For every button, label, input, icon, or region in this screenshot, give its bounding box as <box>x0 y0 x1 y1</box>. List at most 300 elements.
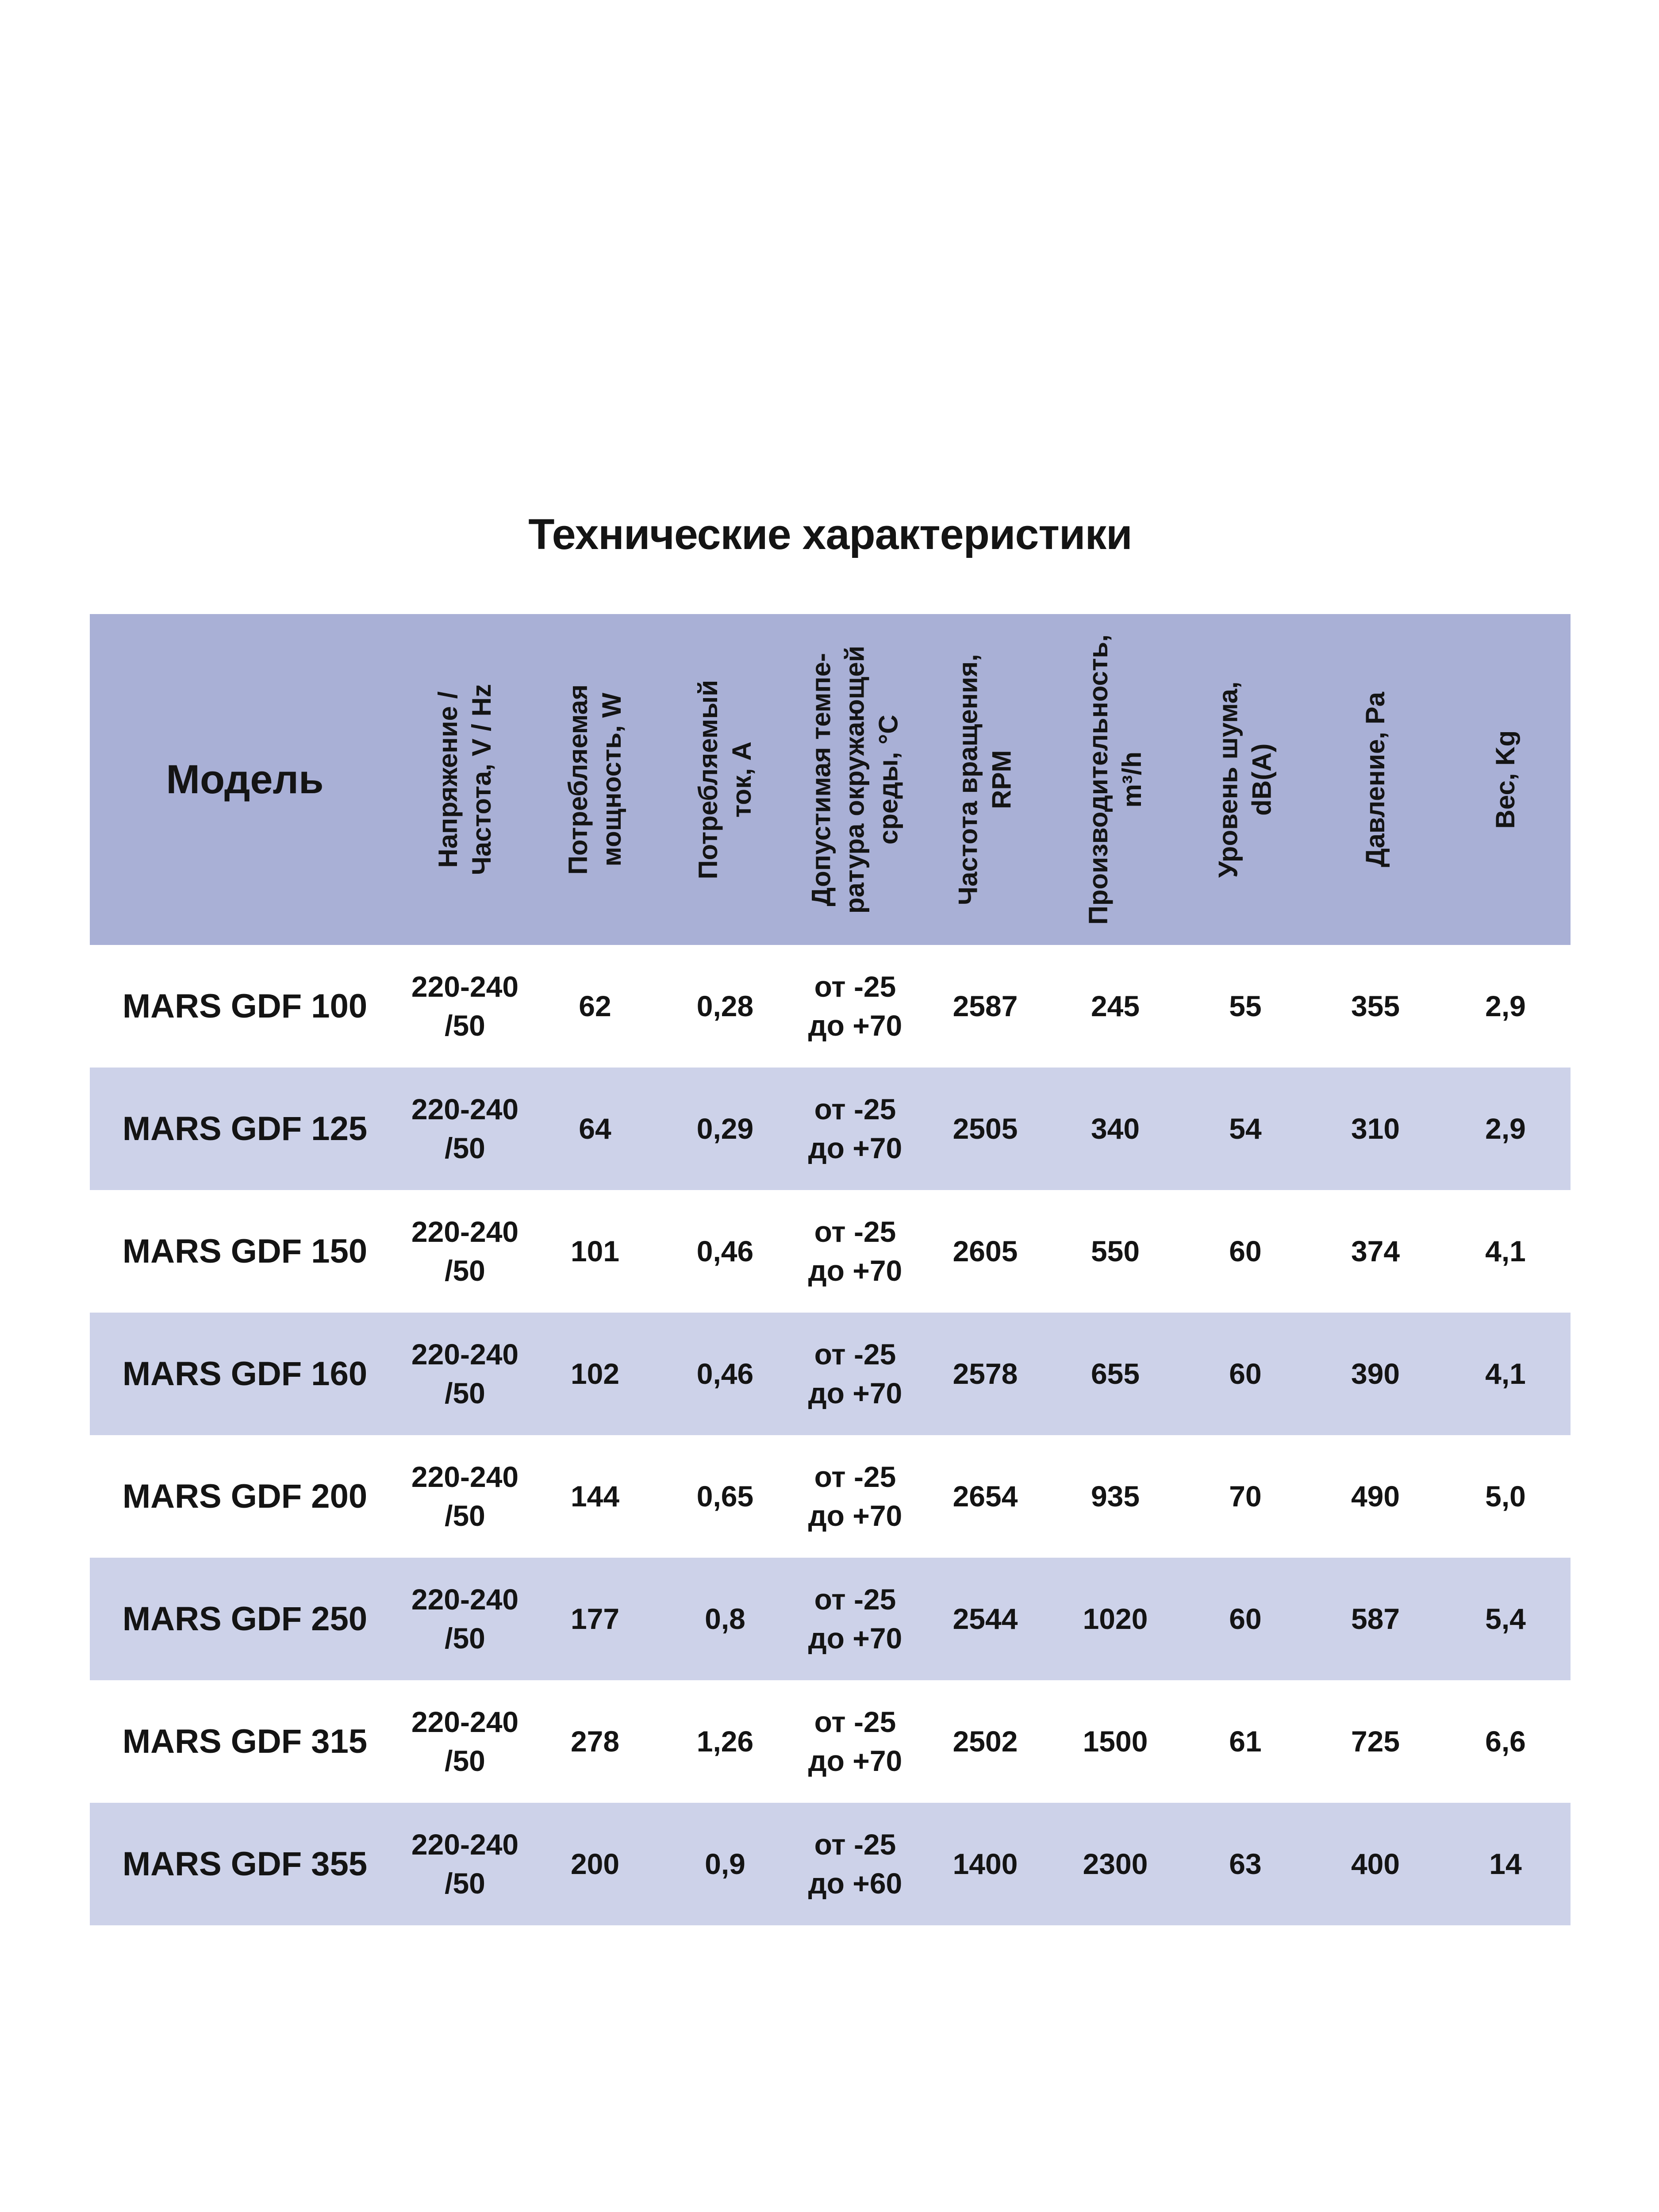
value: MARS GDF 315 <box>122 1722 368 1760</box>
value-line: 220-240 <box>411 1337 519 1371</box>
cell-value <box>953 1232 1018 1271</box>
value-line: /50 <box>445 1621 485 1655</box>
cell-value <box>571 1232 619 1271</box>
cell-performance <box>1050 1068 1180 1190</box>
value: 4,1 <box>1485 1357 1526 1390</box>
value-line: /50 <box>445 1376 485 1409</box>
cell-value <box>123 1474 367 1519</box>
value: 0,65 <box>696 1479 754 1513</box>
value: 60 <box>1229 1234 1262 1267</box>
page-title: Технические характеристики <box>528 510 1132 558</box>
cell-value <box>808 1825 902 1903</box>
cell-value <box>697 1232 753 1271</box>
value: 490 <box>1351 1479 1400 1513</box>
value-line: до +70 <box>808 1499 902 1532</box>
cell-value <box>1351 1355 1400 1394</box>
cell-voltage <box>400 1190 530 1313</box>
value: 935 <box>1091 1479 1140 1513</box>
value-line: до +70 <box>808 1621 902 1655</box>
cell-weight <box>1440 1313 1571 1435</box>
column-header-label-noise <box>1212 681 1279 878</box>
cell-value <box>953 1845 1018 1884</box>
value: 144 <box>570 1479 620 1513</box>
value: 245 <box>1091 989 1140 1022</box>
value: 2605 <box>952 1234 1018 1267</box>
cell-value <box>1091 1355 1140 1394</box>
cell-weight <box>1440 1558 1571 1680</box>
cell-value <box>1229 987 1261 1026</box>
cell-current <box>660 1680 790 1803</box>
column-header-label-performance <box>1082 634 1149 925</box>
value: 54 <box>1229 1112 1262 1145</box>
cell-value <box>808 1335 902 1413</box>
cell-performance <box>1050 1680 1180 1803</box>
cell-noise <box>1180 945 1310 1068</box>
cell-power <box>530 1680 660 1803</box>
value: 70 <box>1229 1479 1262 1513</box>
cell-power <box>530 1313 660 1435</box>
value: 62 <box>579 989 611 1022</box>
cell-pressure <box>1310 1680 1440 1803</box>
value: 101 <box>570 1234 620 1267</box>
value: 310 <box>1351 1112 1400 1145</box>
cell-weight <box>1440 1190 1571 1313</box>
cell-value <box>571 1600 619 1639</box>
table-row-mars-gdf-200 <box>90 1435 1571 1558</box>
value-line: от -25 <box>814 1092 896 1125</box>
value: 200 <box>570 1847 620 1880</box>
value-line: /50 <box>445 1744 485 1777</box>
value-line: /50 <box>445 1254 485 1287</box>
cell-value <box>1485 1722 1526 1761</box>
cell-value <box>571 1845 619 1884</box>
column-header-weight <box>1440 614 1571 945</box>
cell-model <box>90 1313 400 1435</box>
cell-rpm <box>920 1803 1050 1925</box>
cell-value <box>411 1090 518 1168</box>
value-line: /50 <box>445 1009 485 1042</box>
cell-value <box>123 984 367 1029</box>
value: 1020 <box>1083 1602 1148 1635</box>
label-line: Потребляемый <box>693 680 723 879</box>
value-line: 220-240 <box>411 1460 519 1493</box>
value-line: 220-240 <box>411 1828 519 1861</box>
value-line: 220-240 <box>411 1705 519 1738</box>
value: 1400 <box>952 1847 1018 1880</box>
cell-temperature <box>790 1558 920 1680</box>
cell-weight <box>1440 1435 1571 1558</box>
value-line: /50 <box>445 1499 485 1532</box>
cell-value <box>953 1477 1018 1516</box>
cell-temperature <box>790 1313 920 1435</box>
label-line: RPM <box>987 750 1017 809</box>
cell-value <box>571 1477 619 1516</box>
column-header-label-weight <box>1489 730 1522 829</box>
value-line: до +60 <box>808 1866 902 1900</box>
value: 2,9 <box>1485 1112 1526 1145</box>
cell-value <box>1485 1600 1526 1639</box>
cell-value <box>705 1600 745 1639</box>
cell-value <box>953 987 1018 1026</box>
value-line: до +70 <box>808 1376 902 1409</box>
cell-power <box>530 1803 660 1925</box>
cell-power <box>530 945 660 1068</box>
value: 0,9 <box>705 1847 745 1880</box>
cell-rpm <box>920 1313 1050 1435</box>
cell-performance <box>1050 1435 1180 1558</box>
cell-current <box>660 1435 790 1558</box>
label-line: Производительность, <box>1083 634 1113 925</box>
value: 0,46 <box>696 1234 754 1267</box>
column-header-label-pressure <box>1359 692 1392 867</box>
column-header-temperature <box>790 614 920 945</box>
cell-noise <box>1180 1558 1310 1680</box>
cell-performance <box>1050 1190 1180 1313</box>
value: 400 <box>1351 1847 1400 1880</box>
cell-temperature <box>790 1435 920 1558</box>
column-header-label-voltage <box>431 684 499 875</box>
cell-voltage <box>400 1435 530 1558</box>
cell-value <box>411 1213 518 1290</box>
cell-value <box>1229 1845 1261 1884</box>
cell-value <box>571 1355 619 1394</box>
cell-model <box>90 1558 400 1680</box>
value: 2654 <box>952 1479 1018 1513</box>
table-row-mars-gdf-355 <box>90 1803 1571 1925</box>
cell-value <box>1489 1845 1521 1884</box>
cell-value <box>1351 1845 1400 1884</box>
table-body <box>90 945 1571 1925</box>
cell-value <box>1229 1722 1261 1761</box>
column-header-power <box>530 614 660 945</box>
table-row-mars-gdf-150 <box>90 1190 1571 1313</box>
cell-noise <box>1180 1435 1310 1558</box>
cell-current <box>660 1190 790 1313</box>
cell-value <box>1091 1110 1140 1148</box>
value-line: 220-240 <box>411 970 519 1003</box>
cell-temperature <box>790 1680 920 1803</box>
value: 0,28 <box>696 989 754 1022</box>
column-header-label-temperature <box>805 645 906 914</box>
cell-weight <box>1440 945 1571 1068</box>
column-header-rpm <box>920 614 1050 945</box>
cell-value <box>1091 1477 1140 1516</box>
cell-value <box>123 1106 367 1151</box>
cell-power <box>530 1435 660 1558</box>
cell-value <box>697 1110 753 1148</box>
cell-value <box>953 1355 1018 1394</box>
cell-value <box>123 1842 367 1886</box>
cell-value <box>1485 987 1526 1026</box>
value: 1500 <box>1083 1724 1148 1758</box>
column-header-noise <box>1180 614 1310 945</box>
cell-value <box>411 1458 518 1536</box>
cell-pressure <box>1310 1803 1440 1925</box>
cell-pressure <box>1310 1068 1440 1190</box>
cell-temperature <box>790 1803 920 1925</box>
value: 6,6 <box>1485 1724 1526 1758</box>
cell-performance <box>1050 1558 1180 1680</box>
cell-rpm <box>920 1680 1050 1803</box>
label-line: Давление, Pa <box>1360 691 1390 868</box>
cell-noise <box>1180 1680 1310 1803</box>
cell-power <box>530 1558 660 1680</box>
cell-value <box>808 1458 902 1536</box>
cell-value <box>1351 1110 1400 1148</box>
value: 55 <box>1229 989 1262 1022</box>
label-line: Напряжение / <box>433 691 463 868</box>
value: 60 <box>1229 1602 1262 1635</box>
column-header-label-rpm <box>952 654 1019 905</box>
cell-value <box>123 1719 367 1764</box>
cell-value <box>1229 1355 1261 1394</box>
cell-value <box>697 987 753 1026</box>
value: 0,29 <box>696 1112 754 1145</box>
cell-pressure <box>1310 1435 1440 1558</box>
column-header-voltage <box>400 614 530 945</box>
value: 177 <box>570 1602 620 1635</box>
cell-value <box>1485 1355 1526 1394</box>
value-line: до +70 <box>808 1009 902 1042</box>
label-line: dB(A) <box>1247 743 1277 816</box>
value: 0,46 <box>696 1357 754 1390</box>
cell-weight <box>1440 1680 1571 1803</box>
value-line: до +70 <box>808 1131 902 1164</box>
value: 2502 <box>952 1724 1018 1758</box>
cell-value <box>953 1600 1018 1639</box>
cell-value <box>411 968 518 1045</box>
cell-performance <box>1050 945 1180 1068</box>
cell-current <box>660 1068 790 1190</box>
cell-weight <box>1440 1068 1571 1190</box>
cell-value <box>1091 1232 1140 1271</box>
cell-value <box>1351 1232 1400 1271</box>
value: MARS GDF 125 <box>122 1110 368 1148</box>
cell-value <box>571 1722 619 1761</box>
cell-pressure <box>1310 1190 1440 1313</box>
cell-temperature <box>790 945 920 1068</box>
label-line: мощность, W <box>597 692 627 867</box>
cell-value <box>123 1597 367 1641</box>
cell-value <box>579 1110 611 1148</box>
column-header-model <box>90 614 400 945</box>
cell-voltage <box>400 1803 530 1925</box>
cell-value <box>808 1580 902 1658</box>
value: 64 <box>579 1112 611 1145</box>
value-line: от -25 <box>814 970 896 1003</box>
cell-weight <box>1440 1803 1571 1925</box>
cell-rpm <box>920 1558 1050 1680</box>
cell-value <box>1351 1477 1400 1516</box>
cell-value <box>953 1722 1018 1761</box>
value: 5,4 <box>1485 1602 1526 1635</box>
cell-value <box>1083 1600 1148 1639</box>
cell-voltage <box>400 1068 530 1190</box>
cell-value <box>1229 1232 1261 1271</box>
value: MARS GDF 100 <box>122 987 368 1025</box>
label-line: m³/h <box>1117 751 1147 808</box>
cell-value <box>411 1703 518 1781</box>
column-header-current <box>660 614 790 945</box>
cell-performance <box>1050 1803 1180 1925</box>
cell-model <box>90 1435 400 1558</box>
value: 725 <box>1351 1724 1400 1758</box>
cell-value <box>579 987 611 1026</box>
value-line: от -25 <box>814 1460 896 1493</box>
table-row-mars-gdf-160 <box>90 1313 1571 1435</box>
cell-value <box>1083 1845 1148 1884</box>
value: 61 <box>1229 1724 1262 1758</box>
cell-value <box>697 1722 753 1761</box>
cell-model <box>90 1190 400 1313</box>
cell-value <box>953 1110 1018 1148</box>
table-header-row <box>90 614 1571 945</box>
value: 278 <box>570 1724 620 1758</box>
cell-voltage <box>400 1313 530 1435</box>
label-line: среды, °C <box>874 714 904 845</box>
table-row-mars-gdf-125 <box>90 1068 1571 1190</box>
cell-value <box>808 1703 902 1781</box>
cell-noise <box>1180 1190 1310 1313</box>
cell-model <box>90 1680 400 1803</box>
cell-value <box>1091 987 1140 1026</box>
cell-value <box>705 1845 745 1884</box>
cell-temperature <box>790 1190 920 1313</box>
value: 2505 <box>952 1112 1018 1145</box>
table-row-mars-gdf-315 <box>90 1680 1571 1803</box>
value: 2300 <box>1083 1847 1148 1880</box>
value-line: от -25 <box>814 1337 896 1371</box>
cell-model <box>90 1068 400 1190</box>
value: 2587 <box>952 989 1018 1022</box>
cell-value <box>1351 1600 1400 1639</box>
cell-value <box>411 1580 518 1658</box>
value: 355 <box>1351 989 1400 1022</box>
cell-value <box>1485 1477 1526 1516</box>
value: 102 <box>570 1357 620 1390</box>
column-header-label-model <box>166 757 323 803</box>
value-line: 220-240 <box>411 1582 519 1616</box>
value: 550 <box>1091 1234 1140 1267</box>
label-line: ток, A <box>727 741 757 818</box>
cell-pressure <box>1310 1558 1440 1680</box>
value: MARS GDF 355 <box>122 1845 368 1883</box>
cell-value <box>411 1335 518 1413</box>
table-row-mars-gdf-100 <box>90 945 1571 1068</box>
cell-value <box>123 1229 367 1274</box>
column-header-performance <box>1050 614 1180 945</box>
cell-value <box>697 1355 753 1394</box>
cell-value <box>1351 1722 1400 1761</box>
cell-power <box>530 1190 660 1313</box>
cell-current <box>660 945 790 1068</box>
column-header-label-current <box>691 680 759 879</box>
value: 5,0 <box>1485 1479 1526 1513</box>
cell-value <box>1485 1110 1526 1148</box>
cell-value <box>808 968 902 1045</box>
value: MARS GDF 160 <box>122 1355 368 1393</box>
cell-noise <box>1180 1068 1310 1190</box>
cell-model <box>90 945 400 1068</box>
cell-rpm <box>920 1068 1050 1190</box>
value: 340 <box>1091 1112 1140 1145</box>
cell-pressure <box>1310 1313 1440 1435</box>
label-line: Потребляемая <box>563 684 593 875</box>
cell-value <box>1229 1600 1261 1639</box>
value-line: от -25 <box>814 1582 896 1616</box>
cell-value <box>808 1213 902 1290</box>
column-header-label-power <box>561 684 629 875</box>
label-line: Допустимая темпе- <box>806 653 836 906</box>
cell-value <box>411 1825 518 1903</box>
cell-current <box>660 1558 790 1680</box>
value-line: 220-240 <box>411 1215 519 1248</box>
value: 60 <box>1229 1357 1262 1390</box>
value: 587 <box>1351 1602 1400 1635</box>
value: MARS GDF 250 <box>122 1600 368 1638</box>
cell-value <box>1485 1232 1526 1271</box>
cell-voltage <box>400 945 530 1068</box>
cell-current <box>660 1313 790 1435</box>
cell-value <box>1229 1477 1261 1516</box>
label-line: Уровень шума, <box>1213 681 1243 878</box>
value-line: /50 <box>445 1131 485 1164</box>
value-line: от -25 <box>814 1828 896 1861</box>
value: 390 <box>1351 1357 1400 1390</box>
value-line: /50 <box>445 1866 485 1900</box>
value-line: от -25 <box>814 1705 896 1738</box>
cell-temperature <box>790 1068 920 1190</box>
table-row-mars-gdf-250 <box>90 1558 1571 1680</box>
value-line: от -25 <box>814 1215 896 1248</box>
cell-value <box>1083 1722 1148 1761</box>
value: 374 <box>1351 1234 1400 1267</box>
cell-value <box>697 1477 753 1516</box>
column-header-pressure <box>1310 614 1440 945</box>
cell-performance <box>1050 1313 1180 1435</box>
value: 4,1 <box>1485 1234 1526 1267</box>
value: 1,26 <box>696 1724 754 1758</box>
spec-table <box>90 614 1571 1925</box>
cell-model <box>90 1803 400 1925</box>
cell-value <box>808 1090 902 1168</box>
cell-rpm <box>920 1435 1050 1558</box>
label-line: Вес, Kg <box>1490 730 1520 829</box>
label-line: Частота, V / Hz <box>467 684 497 876</box>
value: 14 <box>1489 1847 1522 1880</box>
value: MARS GDF 200 <box>122 1477 368 1515</box>
value: 2578 <box>952 1357 1018 1390</box>
cell-pressure <box>1310 945 1440 1068</box>
value-line: 220-240 <box>411 1092 519 1125</box>
value: 63 <box>1229 1847 1262 1880</box>
cell-rpm <box>920 1190 1050 1313</box>
cell-noise <box>1180 1803 1310 1925</box>
cell-power <box>530 1068 660 1190</box>
value-line: до +70 <box>808 1744 902 1777</box>
cell-value <box>123 1352 367 1396</box>
cell-current <box>660 1803 790 1925</box>
value: 2544 <box>952 1602 1018 1635</box>
value: 2,9 <box>1485 989 1526 1022</box>
label-line: Модель <box>166 757 324 802</box>
cell-value <box>1351 987 1400 1026</box>
cell-voltage <box>400 1680 530 1803</box>
value: 655 <box>1091 1357 1140 1390</box>
cell-noise <box>1180 1313 1310 1435</box>
cell-rpm <box>920 945 1050 1068</box>
value: 0,8 <box>705 1602 745 1635</box>
